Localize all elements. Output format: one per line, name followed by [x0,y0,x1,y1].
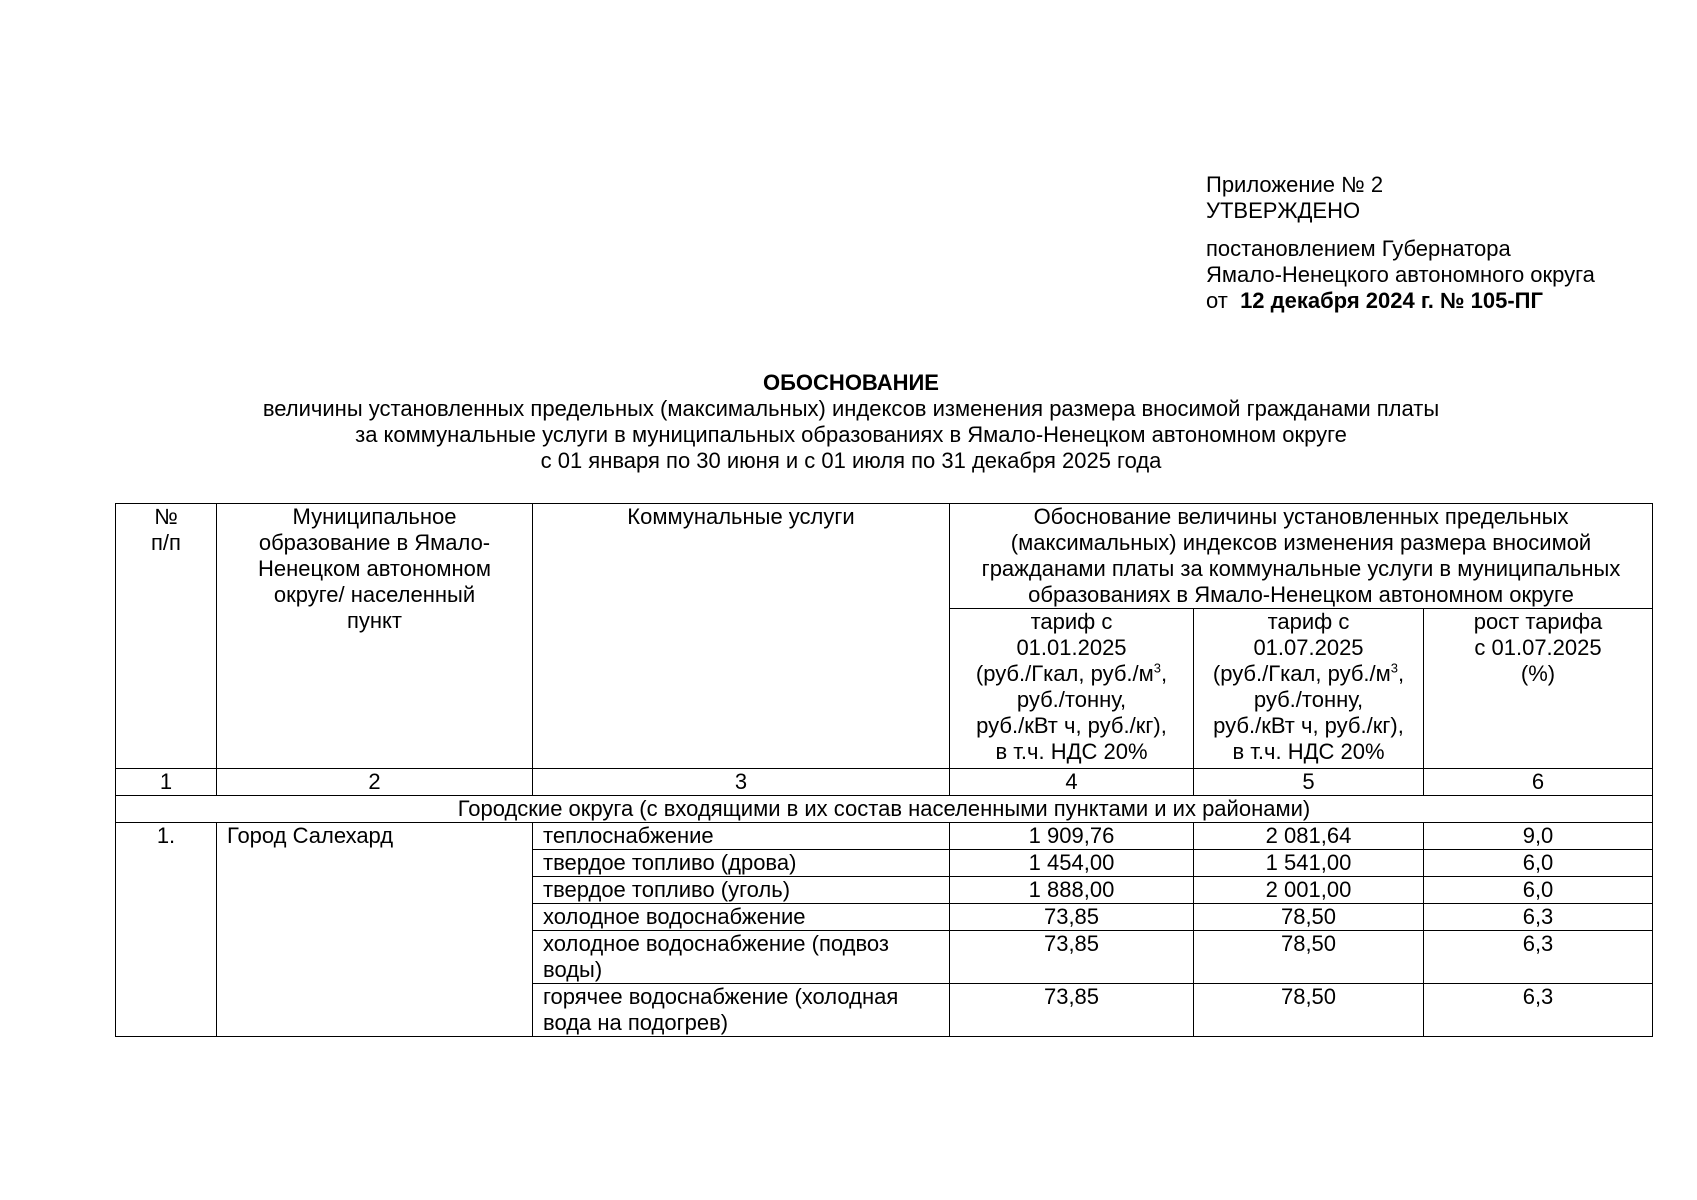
growth-value: 6,3 [1424,931,1653,984]
column-number: 6 [1424,769,1653,796]
growth-value: 6,0 [1424,877,1653,904]
service-name: горячее водоснабжение (холодная вода на подогрев) [533,984,950,1037]
service-name: теплоснабжение [533,823,950,850]
title-line-2: за коммунальные услуги в муниципальных образованиях в Ямало-Ненецком автономном округе [355,422,1347,447]
growth-value: 6,0 [1424,850,1653,877]
section-row [116,796,1653,823]
column-number: 3 [533,769,950,796]
document-title [0,370,1697,474]
tariff-2-value: 78,50 [1194,984,1424,1037]
tariff-1-value: 1 888,00 [950,877,1194,904]
tariff-1-value: 73,85 [950,931,1194,984]
column-number: 2 [217,769,533,796]
title-line-1: величины установленных предельных (максимальных) индексов изменения размера вносимой гражданами платы [262,396,1440,421]
growth-value: 6,3 [1424,904,1653,931]
growth-value: 9,0 [1424,823,1653,850]
approval-date: 12 декабря 2024 г. № 105-ПГ [1240,288,1543,313]
appendix-number: Приложение № 2 [1206,172,1384,197]
column-numbers-row [116,769,1653,796]
approved-label: УТВЕРЖДЕНО [1206,198,1361,223]
section-title: Городские округа (с входящими в их состав населенными пунктами и их районами) [116,796,1653,823]
approved-by-line: постановлением Губернатора [1206,236,1511,261]
header-growth: рост тарифа с 01.07.2025 (%) [1424,609,1653,769]
title-line-3: с 01 января по 30 июня и с 01 июля по 31 декабря 2025 года [540,448,1162,473]
tariff-1-value: 1 909,76 [950,823,1194,850]
tariff-2-value: 78,50 [1194,904,1424,931]
service-name: холодное водоснабжение [533,904,950,931]
tariff-1-value: 1 454,00 [950,850,1194,877]
tariff-2-value: 78,50 [1194,931,1424,984]
service-name: твердое топливо (уголь) [533,877,950,904]
tariff-table [115,503,1653,1037]
column-number: 5 [1194,769,1424,796]
service-name: твердое топливо (дрова) [533,850,950,877]
entry-municipality: Город Салехард [217,823,533,1037]
header-num: № п/п [116,504,217,769]
header-row-1 [116,504,1653,609]
tariff-1-value: 73,85 [950,904,1194,931]
header-municipality: Муниципальное образование в Ямало-Ненецком автономном округе/ населенный пункт [217,504,533,769]
service-name: холодное водоснабжение (подвоз воды) [533,931,950,984]
growth-value: 6,3 [1424,984,1653,1037]
date-prefix: от [1206,288,1228,313]
tariff-2-value: 1 541,00 [1194,850,1424,877]
approved-by-region: Ямало-Ненецкого автономного округа [1206,262,1595,287]
table-row [116,823,1653,850]
header-tariff-1: тариф с 01.01.2025 (руб./Гкал, $руб./м^3$, руб./тонну, руб./кВт ч, руб./кг), в т.ч. НДС 20% [950,609,1194,769]
header-group: Обоснование величины установленных предельных (максимальных) индексов изменения размера вносимой гражданами платы за коммунальные услуги в муниципальных образованиях в Ямало-Ненецком автономном округе [950,504,1653,609]
approval-date-line [1206,288,1595,314]
header-tariff-2: тариф с 01.07.2025 (руб./Гкал, $руб./м^3$, руб./тонну, руб./кВт ч, руб./кг), в т.ч. НДС 20% [1194,609,1424,769]
tariff-2-value: 2 081,64 [1194,823,1424,850]
tariff-2-value: 2 001,00 [1194,877,1424,904]
header-services: Коммунальные услуги [533,504,950,769]
tariff-1-value: 73,85 [950,984,1194,1037]
approval-block [1206,172,1595,314]
title-heading: ОБОСНОВАНИЕ [763,370,939,395]
entry-number: 1. [116,823,217,1037]
column-number: 4 [950,769,1194,796]
column-number: 1 [116,769,217,796]
